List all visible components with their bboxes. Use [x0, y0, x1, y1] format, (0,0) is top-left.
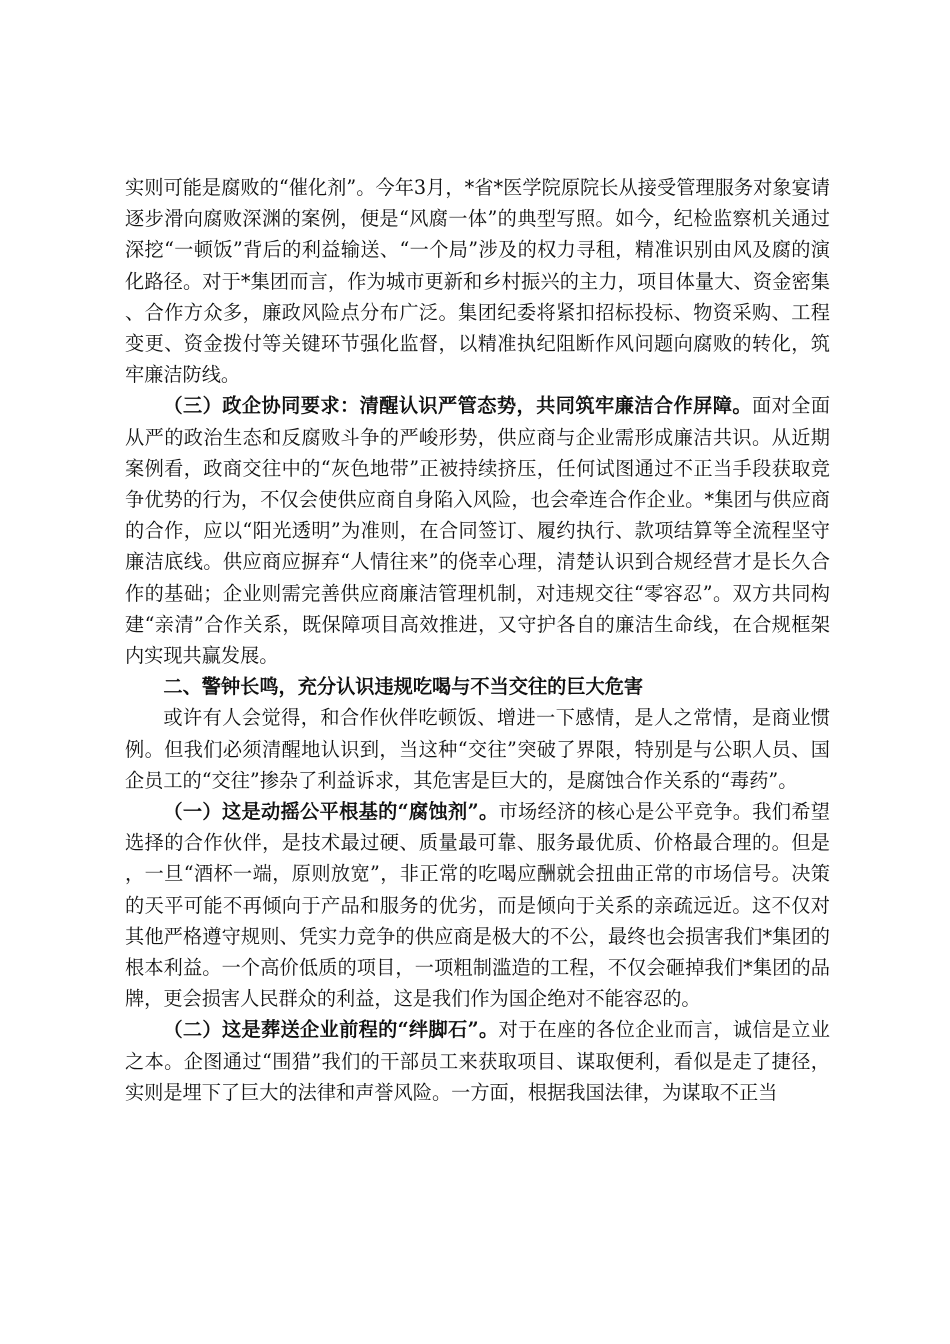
paragraph-subsection-two [125, 1014, 830, 1108]
paragraph-text: 对于在座的各位企业而言，诚信是立业之本。企图通过“围猎”我们的干部员工来获取项目、谋取便利，看似是走了捷径，实则是埋下了巨大的法律和声誉风险。一方面，根据我国法律，为谋取不正当 [125, 1018, 830, 1104]
paragraph-intro [125, 702, 830, 796]
paragraph-subsection-one [125, 796, 830, 1014]
section-heading-two [125, 671, 830, 702]
paragraph-section-three [125, 390, 830, 671]
paragraph-lead-heading: （一）这是动摇公平根基的“腐蚀剂”。 [163, 800, 499, 824]
paragraph-text: 面对全面从严的政治生态和反腐败斗争的严峻形势，供应商与企业需形成廉洁共识。从近期案例看，政商交往中的“灰色地带”正被持续挤压，任何试图通过不正当手段获取竞争优势的行为，不仅会使供应商自身陷入风险，也会牵连合作企业。*集团与供应商的合作，应以“阳光透明”为准则，在合同签订、履约执行、款项结算等全流程坚守廉洁底线。供应商应摒弃“人情往来”的侥幸心理，清楚认识到合规经营才是长久合作的基础；企业则需完善供应商廉洁管理机制，对违规交往“零容忍”。双方共同构建“亲清”合作关系，既保障项目高效推进，又守护各自的廉洁生命线，在合规框架内实现共赢发展。 [125, 394, 831, 668]
paragraph-text: 实则可能是腐败的“催化剂”。今年3月，*省*医学院原院长从接受管理服务对象宴请逐步滑向腐败深渊的案例，便是“风腐一体”的典型写照。如今，纪检监察机关通过深挖“一顿饭”背后的利益输送、“一个局”涉及的权力寻租，精准识别由风及腐的演化路径。对于*集团而言，作为城市更新和乡村振兴的主力，项目体量大、资金密集、合作方众多，廉政风险点分布广泛。集团纪委将紧扣招标投标、物资采购、工程变更、资金拨付等关键环节强化监督，以精准执纪阻断作风问题向腐败的转化，筑牢廉洁防线。 [125, 176, 830, 387]
document-page [125, 172, 830, 1108]
paragraph-lead-heading: （二）这是葬送企业前程的“绊脚石”。 [163, 1018, 499, 1042]
paragraph-text: 市场经济的核心是公平竞争。我们希望选择的合作伙伴，是技术最过硬、质量最可靠、服务最优质、价格最合理的。但是，一旦“酒杯一端，原则放宽”，非正常的吃喝应酬就会扭曲正常的市场信号。决策的天平可能不再倾向于产品和服务的优劣，而是倾向于关系的亲疏远近。这不仅对其他严格遵守规则、凭实力竞争的供应商是极大的不公，最终也会损害我们*集团的根本利益。一个高价低质的项目，一项粗制滥造的工程，不仅会砸掉我们*集团的品牌，更会损害人民群众的利益，这是我们作为国企绝对不能容忍的。 [125, 800, 830, 1011]
paragraph-lead-heading: （三）政企协同要求：清醒认识严管态势，共同筑牢廉洁合作屏障。 [163, 394, 752, 418]
section-heading-text: 二、警钟长鸣，充分认识违规吃喝与不当交往的巨大危害 [163, 675, 644, 699]
paragraph-continued [125, 172, 830, 390]
paragraph-text: 或许有人会觉得，和合作伙伴吃顿饭、增进一下感情，是人之常情，是商业惯例。但我们必须清醒地认识到，当这种“交往”突破了界限，特别是与公职人员、国企员工的“交往”掺杂了利益诉求，其危害是巨大的，是腐蚀合作关系的“毒药”。 [125, 706, 830, 792]
